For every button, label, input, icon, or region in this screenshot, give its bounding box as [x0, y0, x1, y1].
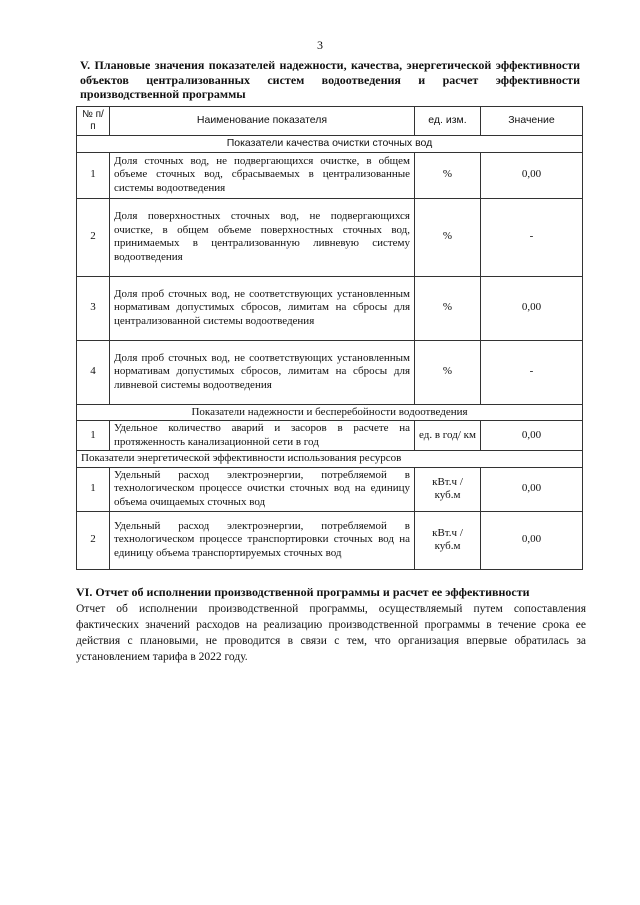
row-value: 0,00 [481, 421, 583, 451]
row-name: Доля проб сточных вод, не соответствующих установленным нормативам допустимых сбросов, лимитам на сбросы для ливневой системы водоотведения [110, 340, 415, 404]
row-unit: ед. в год/ км [415, 421, 481, 451]
header-name: Наименование показателя [110, 107, 415, 136]
row-num: 1 [77, 467, 110, 511]
group-row [77, 404, 583, 421]
row-num: 3 [77, 276, 110, 340]
row-num: 2 [77, 511, 110, 569]
row-num: 2 [77, 198, 110, 276]
row-value: - [481, 198, 583, 276]
page-number: 3 [317, 38, 323, 52]
row-value: 0,00 [481, 511, 583, 569]
table-row [77, 276, 583, 340]
header-unit: ед. изм. [415, 107, 481, 136]
group-row [77, 451, 583, 468]
group-row [77, 136, 583, 153]
row-name: Доля поверхностных сточных вод, не подвергающихся очистке, в общем объеме поверхностных сточных вод, принимаемых в централизованную ливневую систему водоотведения [110, 198, 415, 276]
row-value: 0,00 [481, 467, 583, 511]
group-title-energy: Показатели энергетической эффективности использования ресурсов [77, 451, 583, 468]
row-num: 1 [77, 421, 110, 451]
section-6-text: Отчет об исполнении производственной программы, осуществляемый путем сопоставления фактических значений расходов на реализацию производственной программы в течение срока ее действия с плановыми, не проводится в связи с тем, что организация впервые обратилась за установлением тарифа в 2022 году. [76, 603, 586, 663]
header-num: № п/п [77, 107, 110, 136]
section-5-heading: V. Плановые значения показателей надежности, качества, энергетической эффективности объектов централизованных систем водоотведения и расчет эффективности производственной программы [80, 58, 580, 101]
table-row [77, 198, 583, 276]
table-header-row [77, 107, 583, 136]
row-name: Доля сточных вод, не подвергающихся очистке, в общем объеме сточных вод, сбрасываемых в централизованные системы водоотведения [110, 152, 415, 198]
table-row [77, 511, 583, 569]
row-value: - [481, 340, 583, 404]
group-title-quality: Показатели качества очистки сточных вод [77, 136, 583, 153]
row-num: 4 [77, 340, 110, 404]
group-title-reliability: Показатели надежности и бесперебойности водоотведения [77, 404, 583, 421]
row-name: Удельное количество аварий и засоров в расчете на протяженность канализационной сети в год [110, 421, 415, 451]
table-row [77, 152, 583, 198]
row-value: 0,00 [481, 276, 583, 340]
row-unit: % [415, 340, 481, 404]
header-value: Значение [481, 107, 583, 136]
row-name: Доля проб сточных вод, не соответствующих установленным нормативам допустимых сбросов, лимитам на сбросы для централизованной системы водоотведения [110, 276, 415, 340]
row-unit: % [415, 198, 481, 276]
row-name: Удельный расход электроэнергии, потребляемой в технологическом процессе очистки сточных вод на единицу объема очищаемых сточных вод [110, 467, 415, 511]
row-value: 0,00 [481, 152, 583, 198]
row-unit: кВт.ч / куб.м [415, 511, 481, 569]
indicators-table [76, 106, 583, 570]
table-row [77, 467, 583, 511]
row-unit: кВт.ч / куб.м [415, 467, 481, 511]
row-name: Удельный расход электроэнергии, потребляемой в технологическом процессе транспортировки сточных вод на единицу объема транспортируемых сточных вод [110, 511, 415, 569]
row-unit: % [415, 152, 481, 198]
table-row [77, 421, 583, 451]
section-6-heading: VI. Отчет об исполнении производственной программы и расчет ее эффективности [76, 585, 530, 599]
row-num: 1 [77, 152, 110, 198]
row-unit: % [415, 276, 481, 340]
table-row [77, 340, 583, 404]
